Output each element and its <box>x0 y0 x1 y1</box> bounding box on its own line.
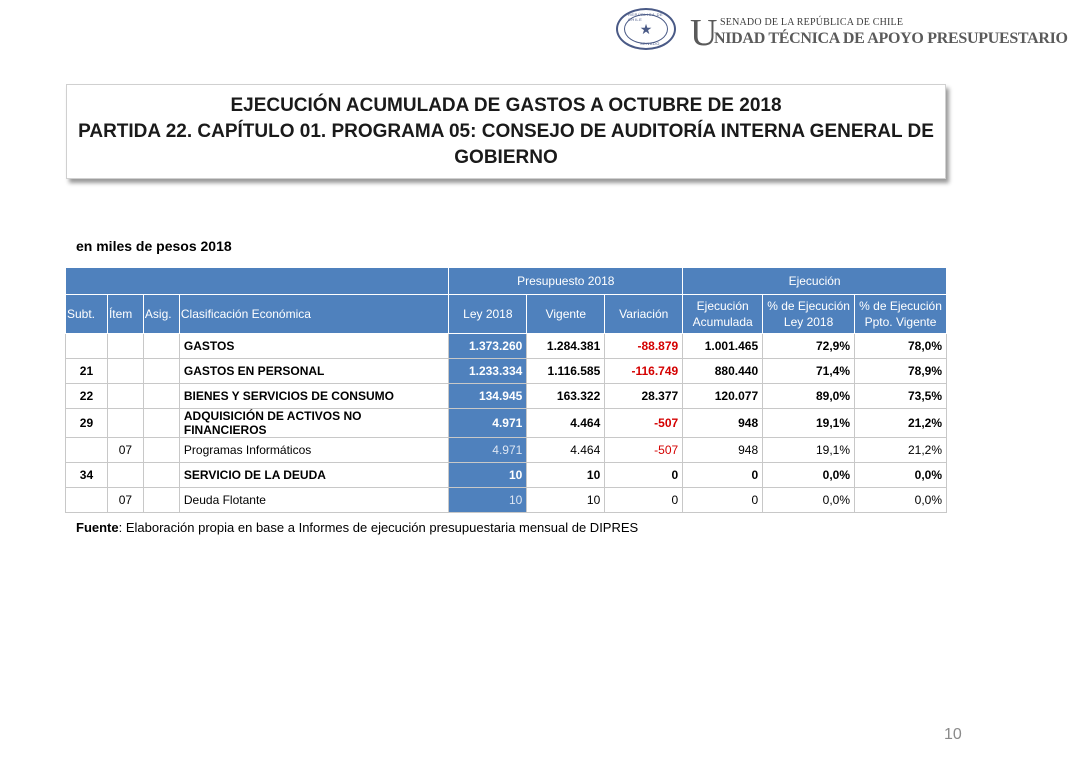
cell-item <box>107 409 143 438</box>
cell-subt: 21 <box>66 359 108 384</box>
cell-pct-ley: 19,1% <box>763 438 855 463</box>
cell-clasificacion: GASTOS EN PERSONAL <box>179 359 448 384</box>
cell-pct-ley: 89,0% <box>763 384 855 409</box>
col-header-pct-ley <box>763 295 855 334</box>
cell-ley: 1.373.260 <box>449 334 527 359</box>
cell-ejecucion: 0 <box>683 488 763 513</box>
title-box <box>66 84 946 179</box>
header-column-row <box>66 295 947 334</box>
title-line-3: GOBIERNO <box>454 146 558 168</box>
col-header-pct-ley-line1: % de Ejecución <box>767 299 850 313</box>
cell-vigente: 1.284.381 <box>527 334 605 359</box>
cell-pct-vigente: 73,5% <box>855 384 947 409</box>
header-blank <box>66 268 449 295</box>
col-header-ejecucion <box>683 295 763 334</box>
cell-subt <box>66 438 108 463</box>
cell-clasificacion: BIENES Y SERVICIOS DE CONSUMO <box>179 384 448 409</box>
cell-clasificacion: GASTOS <box>179 334 448 359</box>
cell-vigente: 1.116.585 <box>527 359 605 384</box>
cell-item: 07 <box>107 488 143 513</box>
col-header-ejecucion-line2: Acumulada <box>692 315 753 329</box>
cell-ejecucion: 948 <box>683 438 763 463</box>
title-line-2: PARTIDA 22. CAPÍTULO 01. PROGRAMA 05: CONSEJO DE AUDITORÍA INTERNA GENERAL DE <box>78 120 934 142</box>
cell-variacion: 0 <box>605 488 683 513</box>
cell-asig <box>143 438 179 463</box>
cell-vigente: 163.322 <box>527 384 605 409</box>
col-header-variacion: Variación <box>605 295 683 334</box>
cell-pct-vigente: 21,2% <box>855 409 947 438</box>
col-header-ley: Ley 2018 <box>449 295 527 334</box>
cell-pct-vigente: 0,0% <box>855 463 947 488</box>
table-row <box>66 359 947 384</box>
cell-pct-ley: 72,9% <box>763 334 855 359</box>
page-number: 10 <box>944 726 962 743</box>
source-text: : Elaboración propia en base a Informes de ejecución presupuestaria mensual de DIPRES <box>118 520 639 535</box>
cell-item <box>107 463 143 488</box>
cell-pct-vigente: 78,0% <box>855 334 947 359</box>
col-header-asig: Asig. <box>143 295 179 334</box>
cell-variacion: 0 <box>605 463 683 488</box>
cell-subt: 34 <box>66 463 108 488</box>
cell-asig <box>143 384 179 409</box>
cell-ley: 1.233.334 <box>449 359 527 384</box>
cell-subt: 29 <box>66 409 108 438</box>
units-subtitle: en miles de pesos 2018 <box>76 238 232 254</box>
table-row <box>66 488 947 513</box>
cell-pct-ley: 19,1% <box>763 409 855 438</box>
header-presupuesto-group: Presupuesto 2018 <box>449 268 683 295</box>
cell-asig <box>143 463 179 488</box>
title-line-1: EJECUCIÓN ACUMULADA DE GASTOS A OCTUBRE DE 2018 <box>230 94 782 116</box>
cell-pct-ley: 0,0% <box>763 463 855 488</box>
cell-ejecucion: 1.001.465 <box>683 334 763 359</box>
cell-ley: 10 <box>449 463 527 488</box>
senado-seal-logo <box>616 8 676 50</box>
cell-ley: 10 <box>449 488 527 513</box>
header-group-row <box>66 268 947 295</box>
col-header-subt: Subt. <box>66 295 108 334</box>
cell-variacion: 28.377 <box>605 384 683 409</box>
cell-subt: 22 <box>66 384 108 409</box>
table-row <box>66 463 947 488</box>
cell-vigente: 10 <box>527 463 605 488</box>
cell-variacion: -507 <box>605 409 683 438</box>
cell-ejecucion: 0 <box>683 463 763 488</box>
cell-vigente: 10 <box>527 488 605 513</box>
col-header-pct-vigente <box>855 295 947 334</box>
cell-ejecucion: 120.077 <box>683 384 763 409</box>
cell-ley: 134.945 <box>449 384 527 409</box>
cell-vigente: 4.464 <box>527 409 605 438</box>
source-label: Fuente <box>76 520 119 535</box>
cell-clasificacion: ADQUISICIÓN DE ACTIVOS NO FINANCIEROS <box>179 409 448 438</box>
col-header-pct-vigente-line1: % de Ejecución <box>859 299 942 313</box>
cell-ley: 4.971 <box>449 438 527 463</box>
cell-variacion: -116.749 <box>605 359 683 384</box>
col-header-item: Ítem <box>107 295 143 334</box>
star-icon: ★ <box>639 21 653 37</box>
cell-asig <box>143 409 179 438</box>
cell-clasificacion: Programas Informáticos <box>179 438 448 463</box>
table-row <box>66 409 947 438</box>
cell-vigente: 4.464 <box>527 438 605 463</box>
brand-bottom-line: NIDAD TÉCNICA DE APOYO PRESUPUESTARIO <box>714 30 1068 47</box>
cell-variacion: -507 <box>605 438 683 463</box>
col-header-pct-ley-line2: Ley 2018 <box>783 315 834 329</box>
table-row <box>66 384 947 409</box>
cell-item <box>107 359 143 384</box>
brand-top-line: SENADO DE LA REPÚBLICA DE CHILE <box>720 17 904 28</box>
source-note <box>76 520 638 535</box>
cell-item <box>107 334 143 359</box>
seal-top-text: REPÚBLICA DE CHILE <box>628 12 664 22</box>
brand-initial: U <box>690 12 718 54</box>
cell-item <box>107 384 143 409</box>
cell-pct-vigente: 21,2% <box>855 438 947 463</box>
cell-pct-ley: 71,4% <box>763 359 855 384</box>
cell-clasificacion: SERVICIO DE LA DEUDA <box>179 463 448 488</box>
cell-asig <box>143 334 179 359</box>
table-row <box>66 334 947 359</box>
cell-ley: 4.971 <box>449 409 527 438</box>
seal-bottom-text: SENADO <box>640 41 660 46</box>
cell-subt <box>66 488 108 513</box>
cell-pct-vigente: 0,0% <box>855 488 947 513</box>
cell-ejecucion: 880.440 <box>683 359 763 384</box>
header-ejecucion-group: Ejecución <box>683 268 947 295</box>
col-header-vigente: Vigente <box>527 295 605 334</box>
cell-subt <box>66 334 108 359</box>
col-header-clasificacion: Clasificación Económica <box>179 295 448 334</box>
budget-table <box>65 267 947 513</box>
cell-clasificacion: Deuda Flotante <box>179 488 448 513</box>
table-row <box>66 438 947 463</box>
cell-asig <box>143 488 179 513</box>
cell-item: 07 <box>107 438 143 463</box>
cell-variacion: -88.879 <box>605 334 683 359</box>
cell-pct-vigente: 78,9% <box>855 359 947 384</box>
cell-asig <box>143 359 179 384</box>
cell-ejecucion: 948 <box>683 409 763 438</box>
col-header-ejecucion-line1: Ejecución <box>696 299 749 313</box>
cell-pct-ley: 0,0% <box>763 488 855 513</box>
col-header-pct-vigente-line2: Ppto. Vigente <box>864 315 937 329</box>
